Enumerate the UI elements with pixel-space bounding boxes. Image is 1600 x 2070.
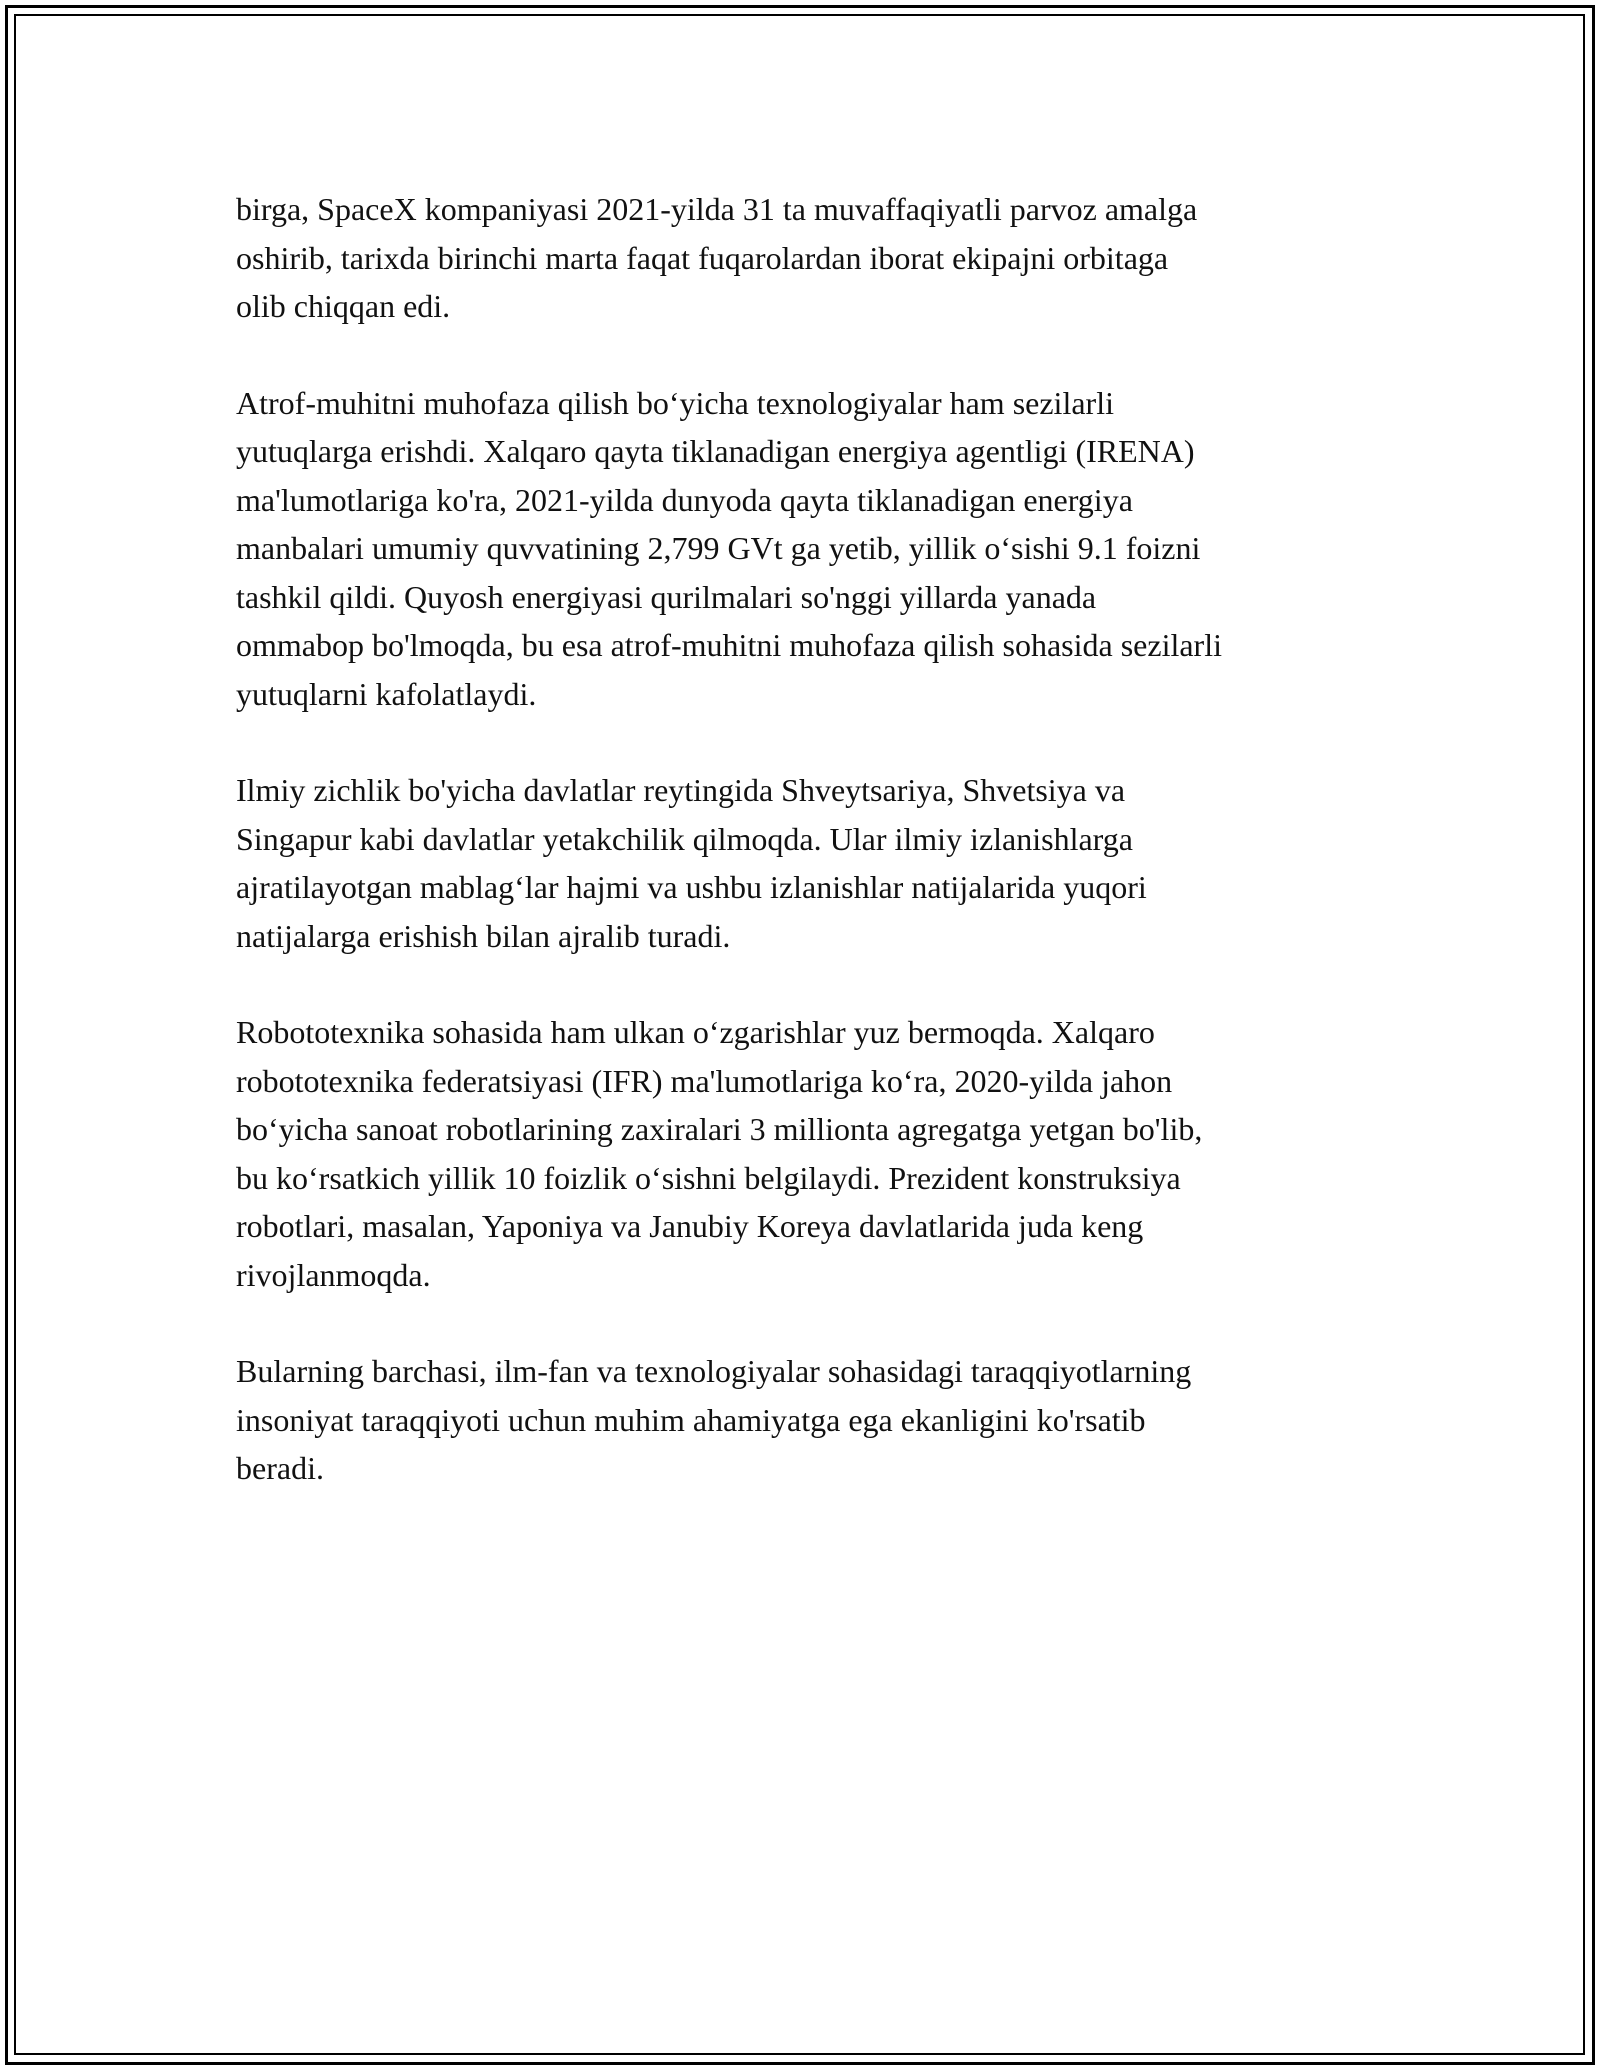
paragraph-robotics — [236, 1008, 1386, 1299]
text-line: yutuqlarni kafolatlaydi. — [236, 675, 537, 712]
text-line: ommabop bo'lmoqda, bu esa atrof-muhitni muhofaza qilish sohasida sezilarli — [236, 627, 1222, 663]
text-line: bo‘yicha sanoat robotlarining zaxiralari 3 millionta agregatga yetgan bo'lib, — [236, 1111, 1203, 1147]
paragraph-environment — [236, 379, 1386, 719]
text-line: bu ko‘rsatkich yillik 10 foizlik o‘sishni belgilaydi. Prezident konstruksiya — [236, 1159, 1181, 1196]
text-line: ajratilayotgan mablag‘lar hajmi va ushbu izlanishlar natijalarida yuqori — [236, 869, 1147, 905]
text-line: Singapur kabi davlatlar yetakchilik qilmoqda. Ular ilmiy izlanishlarga — [236, 820, 1133, 857]
text-line: tashkil qildi. Quyosh energiyasi qurilmalari so'nggi yillarda yanada — [236, 578, 1097, 615]
paragraph-conclusion — [236, 1347, 1386, 1493]
paragraph-spacex — [236, 185, 1386, 331]
text-line: robotlari, masalan, Yaponiya va Janubiy Koreya davlatlarida juda keng — [236, 1208, 1144, 1244]
text-line: Atrof-muhitni muhofaza qilish bo‘yicha texnologiyalar ham sezilarli — [236, 384, 1114, 421]
text-line: manbalari umumiy quvvatining 2,799 GVt ga yetib, yillik o‘sishi 9.1 foizni — [236, 530, 1201, 566]
text-line: olib chiqqan edi. — [236, 288, 451, 324]
text-line: ma'lumotlariga ko'ra, 2021-yilda dunyoda qayta tiklanadigan energiya — [236, 481, 1133, 518]
text-line: Ilmiy zichlik bo'yicha davlatlar reytingida Shveytsariya, Shvetsiya va — [236, 772, 1126, 808]
text-line: robototexnika federatsiyasi (IFR) ma'lumotlariga ko‘ra, 2020-yilda jahon — [236, 1062, 1173, 1099]
text-line: natijalarga erishish bilan ajralib turadi. — [236, 917, 731, 954]
text-line: Robototexnika sohasida ham ulkan o‘zgarishlar yuz bermoqda. Xalqaro — [236, 1014, 1155, 1050]
paragraph-science-density — [236, 766, 1386, 960]
text-line: rivojlanmoqda. — [236, 1256, 431, 1293]
text-line: insoniyat taraqqiyoti uchun muhim ahamiyatga ega ekanligini ko'rsatib — [236, 1401, 1146, 1438]
text-line: Bularning barchasi, ilm-fan va texnologiyalar sohasidagi taraqqiyotlarning — [236, 1353, 1192, 1389]
text-line: beradi. — [236, 1450, 324, 1486]
text-line: yutuqlarga erishdi. Xalqaro qayta tiklanadigan energiya agentligi (IRENA) — [236, 433, 1195, 469]
text-line: birga, SpaceX kompaniyasi 2021-yilda 31 ta muvaffaqiyatli parvoz amalga — [236, 191, 1198, 227]
text-line: oshirib, tarixda birinchi marta faqat fuqarolardan iborat ekipajni orbitaga — [236, 239, 1169, 276]
document-body — [236, 185, 1386, 1541]
